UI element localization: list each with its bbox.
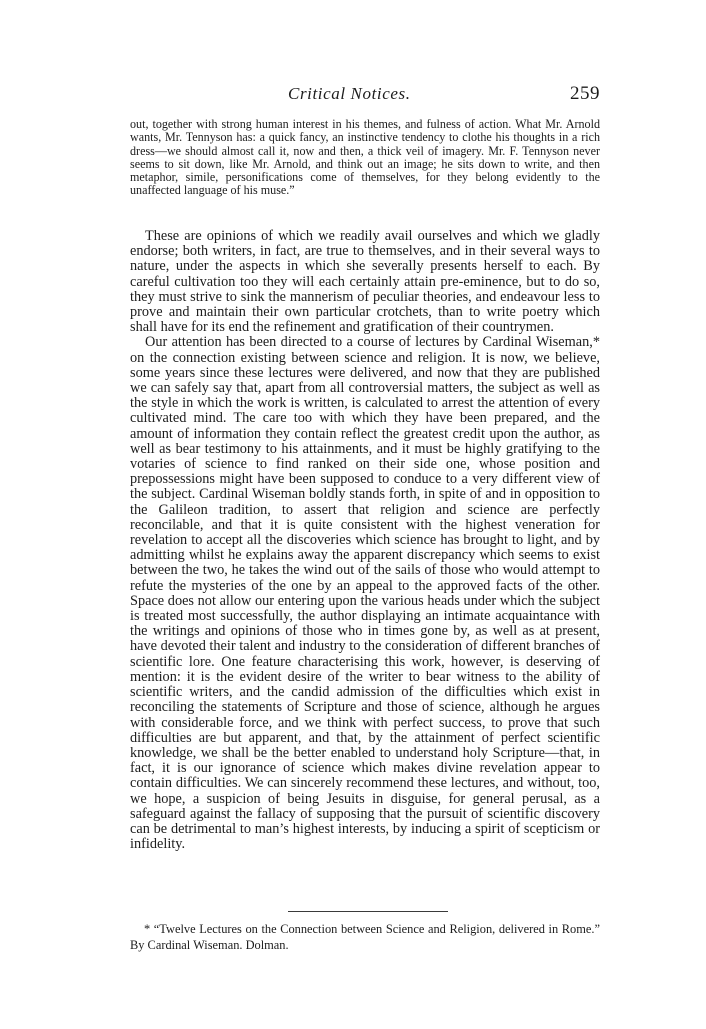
body-text: [130, 229, 600, 852]
running-title: Critical Notices.: [288, 84, 411, 103]
book-page: [130, 0, 600, 1029]
paragraph-poetry-opinions: These are opinions of which we readily avail ourselves and which we gladly endorse; both writers, in fact, are true to themselves, and in their several ways to nature, under the aspects in which she severally presents herself to each. By careful cultivation too they will each certainly attain pre-eminence, but to do so, they must strive to sink the mannerism of peculiar theories, and endeavour less to prove and maintain their own particular crotchets, than to write poetry which shall have for its end the refinement and gratification of their countrymen.: [130, 228, 600, 336]
page-number: 259: [570, 83, 600, 104]
page-header: [130, 84, 600, 108]
footnote: * “Twelve Lectures on the Connection between Science and Religion, delivered in Rome.” By Cardinal Wiseman. Dolman.: [130, 922, 600, 952]
paragraph-wiseman-lectures: Our attention has been directed to a course of lectures by Cardinal Wiseman,* on the connection existing between science and religion. It is now, we believe, some years since these lectures were delivered, and now that they are published we can safely say that, apart from all controversial matters, the subject as well as the style in which the work is written, is calculated to arrest the attention of every cultivated mind. The care too with which they have been prepared, and the amount of information they contain reflect the greatest credit upon the author, as well as bear testimony to his attainments, and it must be highly gratifying to the votaries of science to find ranked on their side one, whose position and prepossessions might have been supposed to conduce to a very different view of the subject. Cardinal Wiseman boldly stands forth, in spite of and in opposition to the Galileon tradition, to assert that religion and science are perfectly reconcilable, and that it is quite consistent with the highest veneration for revelation to accept all the discoveries which science has brought to light, and by admitting whilst he explains away the apparent discrepancy which seems to exist between the two, he takes the wind out of the sails of those who would attempt to refute the mysteries of the one by an appeal to the approved facts of the other. Space does not allow our entering upon the various heads under which the subject is treated most successfully, the author displaying an intimate acquaintance with the writings and opinions of those who in times gone by, as well as at present, have devoted their talent and industry to the consideration of different branches of scientific lore. One feature characterising this work, however, is deserving of mention: it is the evident desire of the writer to bear witness to the ability of scientific writers, and the candid admission of the difficulties which exist in reconciling the statements of Scripture and those of science, although he argues with considerable force, and we think with perfect success, to prove that such difficulties are but apparent, and that, by the attainment of perfect scientific knowledge, we shall be the better enabled to understand holy Scripture—that, in fact, it is our ignorance of science which makes divine revelation appear to contain difficulties. We can sincerely recommend these lectures, and without, too, we hope, a suspicion of being Jesuits in disguise, for general perusal, as a safeguard against the fallacy of supposing that the pursuit of scientific discovery can be detrimental to man’s highest interests, by inducing a spirit of scepticism or infidelity.: [130, 334, 600, 853]
footnote-divider: [288, 911, 448, 912]
quoted-review-continuation: out, together with strong human interest in his themes, and fulness of action. What Mr. Arnold wants, Mr. Tennyson has: a quick fancy, an instinctive tendency to clothe his thoughts in a rich dress—we should almost call it, now and then, a thick veil of imagery. Mr. F. Tennyson never seems to sit down, like Mr. Arnold, and think out an image; he sits down to write, and then metaphor, simile, personifications come of themselves, for they belong evidently to the unaffected language of his muse.”: [130, 117, 600, 198]
